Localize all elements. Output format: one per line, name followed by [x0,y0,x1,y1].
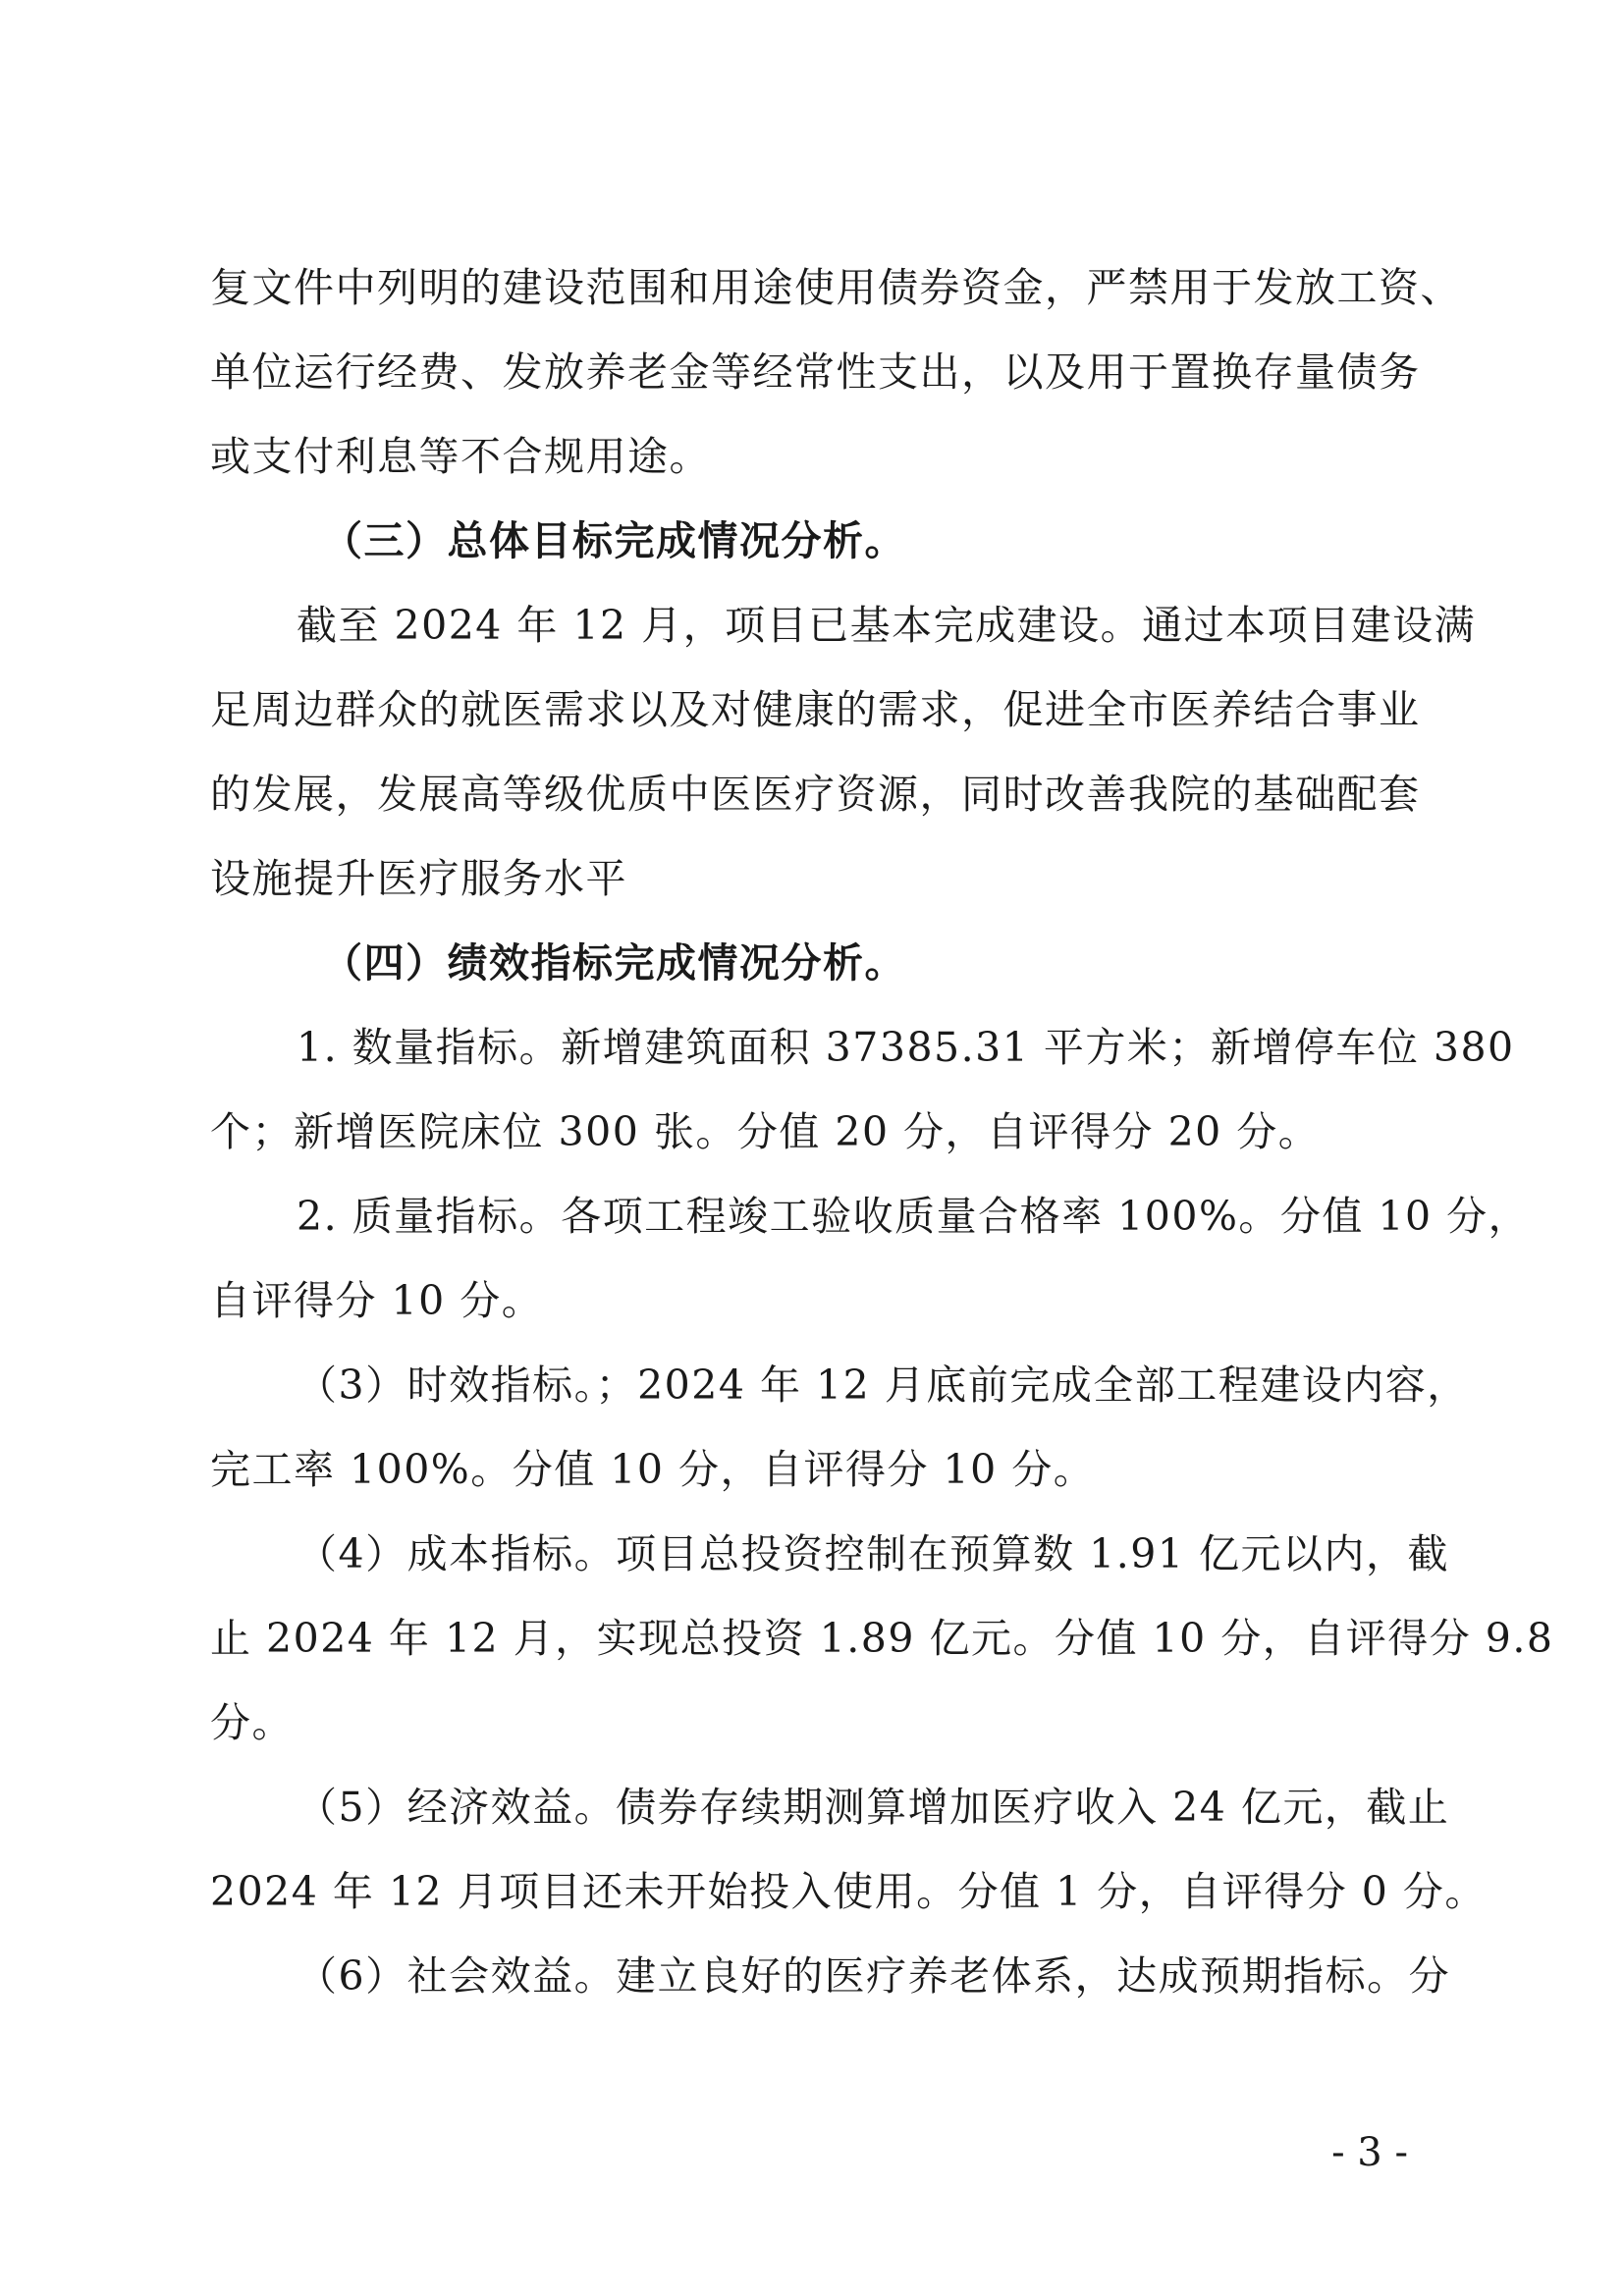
paragraph-line: 分。 [210,1699,294,1746]
paragraph-line: 2024 年 12 月项目还未开始投入使用。分值 1 分，自评得分 0 分。 [210,1868,1487,1915]
paragraph-line: 足周边群众的就医需求以及对健康的需求，促进全市医养结合事业 [210,686,1421,733]
body-text [210,245,1554,2018]
paragraph-line: 截至 2024 年 12 月，项目已基本完成建设。通过本项目建设满 [297,602,1477,649]
paragraph-line: 个；新增医院床位 300 张。分值 20 分，自评得分 20 分。 [210,1108,1321,1155]
paragraph-line: 复文件中列明的建设范围和用途使用债券资金，严禁用于发放工资、 [210,264,1462,311]
paragraph-line: 的发展，发展高等级优质中医医疗资源，同时改善我院的基础配套 [210,771,1421,818]
paragraph-line: 设施提升医疗服务水平 [210,855,627,902]
paragraph-line: （4）成本指标。项目总投资控制在预算数 1.91 亿元以内，截 [297,1530,1449,1577]
paragraph-line: （6）社会效益。建立良好的医疗养老体系，达成预期指标。分 [297,1952,1451,2000]
page-number: - 3 - [1331,2130,1408,2175]
paragraph-line: 完工率 100%。分值 10 分，自评得分 10 分。 [210,1446,1096,1493]
paragraph-line: 止 2024 年 12 月，实现总投资 1.89 亿元。分值 10 分，自评得分 9.8 [210,1615,1554,1662]
paragraph-line: 1. 数量指标。新增建筑面积 37385.31 平方米；新增停车位 380 [297,1024,1515,1071]
paragraph-line: （3）时效指标。；2024 年 12 月底前完成全部工程建设内容， [297,1362,1469,1409]
paragraph-line: 2. 质量指标。各项工程竣工验收质量合格率 100%。分值 10 分， [297,1193,1531,1240]
section-heading-4: （四）绩效指标完成情况分析。 [322,939,906,987]
section-heading-3: （三）总体目标完成情况分析。 [322,517,906,564]
paragraph-line: 单位运行经费、发放养老金等经常性支出，以及用于置换存量债务 [210,348,1421,396]
paragraph-line: 自评得分 10 分。 [210,1277,544,1324]
paragraph-line: （5）经济效益。债券存续期测算增加医疗收入 24 亿元，截止 [297,1784,1450,1831]
paragraph-line: 或支付利息等不合规用途。 [210,433,711,480]
